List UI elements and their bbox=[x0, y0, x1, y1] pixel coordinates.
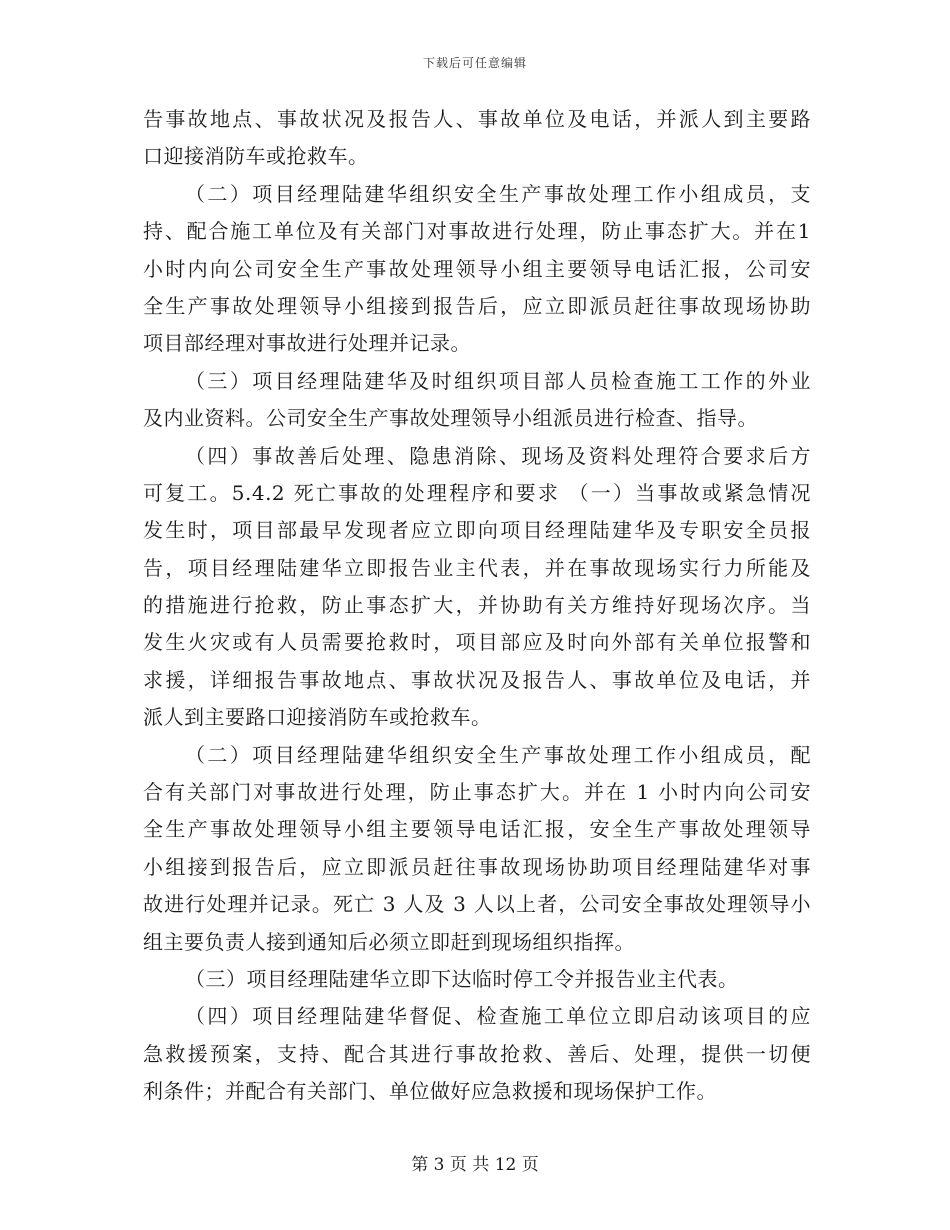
text-line: 全生产事故处理领导小组接到报告后，应立即派员赶往事故现场协助 bbox=[143, 293, 811, 318]
text-line: （三）项目经理陆建华及时组织项目部人员检查施工工作的外业 bbox=[185, 368, 811, 393]
text-line: （三）项目经理陆建华立即下达临时停工令并报告业主代表。 bbox=[185, 966, 739, 991]
text-line: 告，项目经理陆建华立即报告业主代表，并在事故现场实行力所能及 bbox=[143, 555, 811, 580]
text-line: 利条件；并配合有关部门、单位做好应急救援和现场保护工作。 bbox=[143, 1079, 717, 1104]
text-line: （二）项目经理陆建华组织安全生产事故处理工作小组成员，支 bbox=[185, 181, 811, 206]
text-line: 故进行处理并记录。死亡 3 人及 3 人以上者，公司安全事故处理领导小 bbox=[143, 892, 811, 917]
text-line: 求援，详细报告事故地点、事故状况及报告人、事故单位及电话，并 bbox=[143, 667, 811, 692]
text-line: 口迎接消防车或抢救车。 bbox=[143, 144, 369, 169]
text-line: 合有关部门对事故进行处理，防止事态扩大。并在 1 小时内向公司安 bbox=[143, 780, 811, 805]
text-line: 组主要负责人接到通知后必须立即赶到现场组织指挥。 bbox=[143, 929, 635, 954]
document-body bbox=[143, 101, 811, 1111]
text-line: 小组接到报告后，应立即派员赶往事故现场协助项目经理陆建华对事 bbox=[143, 854, 811, 879]
text-line: 派人到主要路口迎接消防车或抢救车。 bbox=[143, 705, 492, 730]
text-line: （二）项目经理陆建华组织安全生产事故处理工作小组成员，配 bbox=[185, 742, 811, 767]
text-line: 持、配合施工单位及有关部门对事故进行处理，防止事态扩大。并在1 bbox=[143, 219, 811, 244]
text-line: 急救援预案，支持、配合其进行事故抢救、善后、处理，提供一切便 bbox=[143, 1041, 811, 1066]
text-line: 全生产事故处理领导小组主要领导电话汇报，安全生产事故处理领导 bbox=[143, 817, 811, 842]
text-line: （四）项目经理陆建华督促、检查施工单位立即启动该项目的应 bbox=[185, 1004, 811, 1029]
text-line: 发生时，项目部最早发现者应立即向项目经理陆建华及专职安全员报 bbox=[143, 518, 811, 543]
text-line: 可复工。5.4.2 死亡事故的处理程序和要求 （一）当事故或紧急情况 bbox=[143, 480, 811, 505]
page-header: 下载后可任意编辑 bbox=[422, 56, 527, 70]
text-line: （四）事故善后处理、隐患消除、现场及资料处理符合要求后方 bbox=[185, 443, 811, 468]
text-line: 告事故地点、事故状况及报告人、事故单位及电话，并派人到主要路 bbox=[143, 107, 811, 131]
page-number: 第 3 页 共 12 页 bbox=[411, 1155, 539, 1175]
text-line: 发生火灾或有人员需要抢救时，项目部应及时向外部有关单位报警和 bbox=[143, 630, 811, 655]
text-line: 项目部经理对事故进行处理并记录。 bbox=[143, 331, 471, 356]
text-line: 小时内向公司安全生产事故处理领导小组主要领导电话汇报，公司安 bbox=[143, 256, 811, 281]
text-line: 的措施进行抢救，防止事态扩大，并协助有关方维持好现场次序。当 bbox=[143, 593, 811, 618]
text-line: 及内业资料。公司安全生产事故处理领导小组派员进行检查、指导。 bbox=[143, 406, 758, 431]
